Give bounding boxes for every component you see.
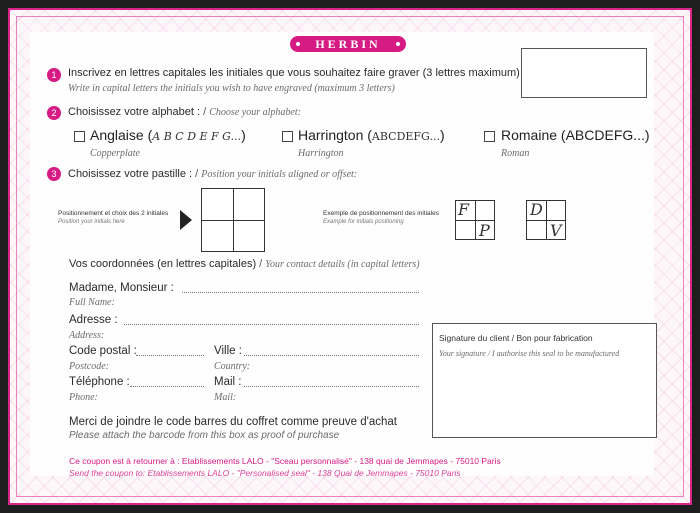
example-initial-2: P [479, 221, 490, 240]
step-3-text-en: Position your initials aligned or offset: [201, 169, 358, 180]
roman-checkbox[interactable] [484, 131, 495, 142]
barcode-note-en: Please attach the barcode from this box as proof of purchase [69, 430, 340, 441]
position-label-en: Position your initials here [58, 219, 125, 225]
footer-address-en: Send the coupon to: Etablissements LALO - "Personalised seal" - 138 Quai de Jemmapes - 75010 Paris [69, 468, 461, 478]
city-label: Ville : [214, 345, 242, 357]
address-label: Adresse : [69, 314, 118, 326]
name-label-en: Full Name: [69, 297, 115, 308]
signature-title: Signature du client / Bon pour fabrication [439, 333, 593, 343]
phone-label-en: Phone: [69, 392, 98, 403]
initials-grid[interactable] [201, 188, 265, 252]
contact-title-en: Your contact details (in capital letters) [265, 259, 420, 270]
harrington-option[interactable] [298, 127, 445, 143]
step-1-badge: 1 [47, 68, 61, 82]
example-label-fr: Exemple de positionnement des initiales [323, 210, 439, 217]
separator: / [259, 258, 263, 270]
postal-input[interactable] [136, 355, 204, 356]
copperplate-option[interactable] [90, 127, 246, 143]
harrington-checkbox[interactable] [282, 131, 293, 142]
city-label-en: Country: [214, 361, 251, 372]
step-2-text-en: Choose your alphabet: [209, 107, 301, 118]
signature-subtitle: Your signature / I authorise this seal to be manufactured [439, 349, 620, 358]
example-label-en: Example for initials positioning [323, 219, 404, 225]
contact-heading [69, 258, 420, 270]
example-initial-1: F [458, 200, 470, 219]
step-3-text-fr: Choisissez votre pastille : [68, 168, 193, 180]
phone-label: Téléphone : [69, 376, 130, 388]
position-label-fr: Positionnement et choix des 2 initiales [58, 210, 169, 217]
mail-input[interactable] [244, 386, 419, 387]
footer-address-fr: Ce coupon est à retourner à : Etablissements LALO - "Sceau personnalisé" - 138 quai de Jemmapes - 75010 Paris [69, 456, 501, 466]
mail-label-en: Mail: [214, 392, 237, 403]
harrington-sample: ABCDEFG... [371, 130, 440, 143]
copperplate-sample: A B C D E F G... [152, 130, 242, 143]
separator: / [203, 106, 207, 118]
step-1-text-fr: Inscrivez en lettres capitales les initiales que vous souhaitez faire graver (3 lettres maximum) [68, 67, 520, 79]
signature-box[interactable] [432, 323, 657, 438]
step-2-heading [68, 106, 301, 118]
example-aligned-grid [526, 200, 566, 240]
copperplate-sub: Copperplate [90, 148, 140, 159]
name-input[interactable] [182, 292, 419, 293]
step-2-badge: 2 [47, 106, 61, 120]
roman-sub: Roman [501, 148, 530, 159]
barcode-note-fr: Merci de joindre le code barres du coffret comme preuve d'achat [69, 416, 397, 428]
example-initial-3: D [530, 200, 543, 219]
harrington-close: ) [439, 127, 445, 143]
step-3-heading [68, 168, 357, 180]
initials-input-box[interactable] [521, 48, 647, 98]
name-label: Madame, Monsieur : [69, 282, 174, 294]
separator: / [195, 168, 199, 180]
copperplate-label: Anglaise ( [90, 127, 153, 143]
arrow-right-icon [180, 210, 192, 230]
example-initial-4: V [550, 221, 562, 240]
step-2-text-fr: Choisissez votre alphabet : [68, 106, 201, 118]
step-1-text-en: Write in capital letters the initials you wish to have engraved (maximum 3 letters) [68, 83, 395, 94]
postal-label: Code postal : [69, 345, 137, 357]
brand-label: HERBIN [290, 36, 406, 52]
city-input[interactable] [244, 355, 419, 356]
copperplate-checkbox[interactable] [74, 131, 85, 142]
copperplate-close: ) [241, 127, 246, 143]
address-input[interactable] [124, 324, 419, 325]
postal-label-en: Postcode: [69, 361, 109, 372]
harrington-sub: Harrington [298, 148, 344, 159]
contact-title-fr: Vos coordonnées (en lettres capitales) [69, 258, 257, 270]
roman-option[interactable]: Romaine (ABCDEFG...) [501, 127, 650, 143]
harrington-label: Harrington ( [298, 127, 372, 143]
step-3-badge: 3 [47, 167, 61, 181]
address-label-en: Address: [69, 330, 105, 341]
phone-input[interactable] [130, 386, 204, 387]
example-offset-grid [455, 200, 495, 240]
mail-label: Mail : [214, 376, 242, 388]
